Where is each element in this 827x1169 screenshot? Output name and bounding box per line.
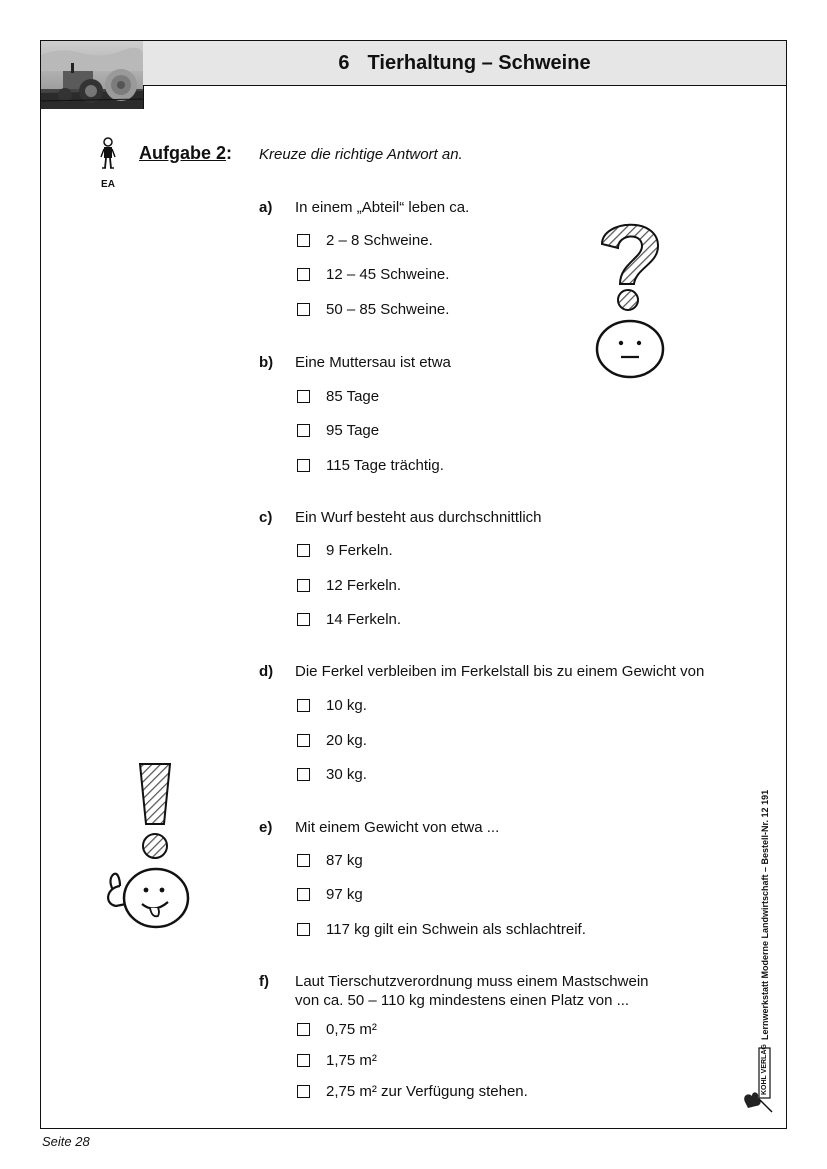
question-c-text: Ein Wurf besteht aus durchschnittlich <box>295 509 542 526</box>
option-label: 2 – 8 Schweine. <box>326 232 433 249</box>
question-c-option-2[interactable] <box>297 577 401 594</box>
question-f-option-2[interactable] <box>297 1052 377 1069</box>
task-title <box>139 143 232 164</box>
student-figure-icon <box>98 137 118 190</box>
option-label: 1,75 m² <box>326 1052 377 1069</box>
question-b-option-1[interactable] <box>297 388 379 405</box>
question-a-option-1[interactable] <box>297 232 433 249</box>
publisher-logo-text: KOHL VERLAG <box>761 1044 768 1095</box>
option-label: 0,75 m² <box>326 1021 377 1038</box>
ea-label: EA <box>101 179 115 190</box>
question-f-text <box>295 972 649 1010</box>
checkbox[interactable] <box>297 854 310 867</box>
question-e-letter: e) <box>259 819 273 836</box>
question-f-text-line-2: von ca. 50 – 110 kg mindestens einen Platz von ... <box>295 992 630 1009</box>
question-d-letter: d) <box>259 663 274 680</box>
option-label: 30 kg. <box>326 766 367 783</box>
option-label: 9 Ferkeln. <box>326 542 393 559</box>
question-d-option-3[interactable] <box>297 766 367 783</box>
option-label: 2,75 m² zur Verfügung stehen. <box>326 1083 528 1100</box>
publisher-logo <box>740 1046 776 1121</box>
chapter-title: Tierhaltung – Schweine <box>367 51 591 74</box>
option-label: 87 kg <box>326 852 363 869</box>
neutral-face-icon <box>595 318 667 385</box>
option-label: 95 Tage <box>326 422 380 439</box>
question-e-text: Mit einem Gewicht von etwa ... <box>295 819 500 836</box>
happy-face-pointing-icon <box>100 860 195 937</box>
checkbox[interactable] <box>297 1023 310 1036</box>
exclamation-mark-icon <box>130 760 180 870</box>
option-label: 115 Tage trächtig. <box>326 457 444 474</box>
question-c-option-3[interactable] <box>297 611 401 628</box>
checkbox[interactable] <box>297 1085 310 1098</box>
tractor-photo <box>41 41 144 109</box>
checkbox[interactable] <box>297 268 310 281</box>
checkbox[interactable] <box>297 734 310 747</box>
option-label: 10 kg. <box>326 697 367 714</box>
task-title-text: Aufgabe 2 <box>139 143 227 163</box>
checkbox[interactable] <box>297 923 310 936</box>
option-label: 20 kg. <box>326 732 367 749</box>
question-a-option-2[interactable] <box>297 266 449 283</box>
chapter-number: 6 <box>338 51 350 74</box>
question-c-letter: c) <box>259 509 273 526</box>
checkbox[interactable] <box>297 459 310 472</box>
question-c-option-1[interactable] <box>297 542 393 559</box>
checkbox[interactable] <box>297 424 310 437</box>
option-label: 97 kg <box>326 886 363 903</box>
option-label: 85 Tage <box>326 388 380 405</box>
checkbox[interactable] <box>297 390 310 403</box>
question-e-option-3[interactable] <box>297 921 586 938</box>
checkbox[interactable] <box>297 888 310 901</box>
question-a-text: In einem „Abteil“ leben ca. <box>295 199 470 216</box>
question-e-option-2[interactable] <box>297 886 363 903</box>
option-label: 14 Ferkeln. <box>326 611 402 628</box>
question-f-option-3[interactable] <box>297 1083 528 1100</box>
option-label: 12 – 45 Schweine. <box>326 266 450 283</box>
task-instruction: Kreuze die richtige Antwort an. <box>259 146 463 163</box>
checkbox[interactable] <box>297 234 310 247</box>
checkbox[interactable] <box>297 699 310 712</box>
question-b-option-3[interactable] <box>297 457 444 474</box>
question-d-text: Die Ferkel verbleiben im Ferkelstall bis zu einem Gewicht von <box>295 663 705 680</box>
checkbox[interactable] <box>297 303 310 316</box>
question-a-option-3[interactable] <box>297 301 449 318</box>
option-label: 12 Ferkeln. <box>326 577 402 594</box>
checkbox[interactable] <box>297 579 310 592</box>
question-f-text-line-1: Laut Tierschutzverordnung muss einem Mastschwein <box>295 973 649 990</box>
option-label: 50 – 85 Schweine. <box>326 301 450 318</box>
question-a-letter: a) <box>259 199 273 216</box>
question-d-option-1[interactable] <box>297 697 367 714</box>
question-d-option-2[interactable] <box>297 732 367 749</box>
checkbox[interactable] <box>297 544 310 557</box>
question-e-option-1[interactable] <box>297 852 363 869</box>
checkbox[interactable] <box>297 1054 310 1067</box>
series-order-info: Lernwerkstatt Moderne Landwirtschaft – Bestell-Nr. 12 191 <box>760 789 770 1040</box>
question-b-text: Eine Muttersau ist etwa <box>295 354 451 371</box>
question-f-letter: f) <box>259 973 269 990</box>
option-label: 117 kg gilt ein Schwein als schlachtreif. <box>326 921 586 938</box>
checkbox[interactable] <box>297 613 310 626</box>
question-b-option-2[interactable] <box>297 422 379 439</box>
question-b-letter: b) <box>259 354 274 371</box>
checkbox[interactable] <box>297 768 310 781</box>
chapter-header <box>143 41 786 86</box>
page-number: Seite 28 <box>42 1134 90 1149</box>
task-title-colon: : <box>226 143 233 163</box>
question-f-option-1[interactable] <box>297 1021 377 1038</box>
